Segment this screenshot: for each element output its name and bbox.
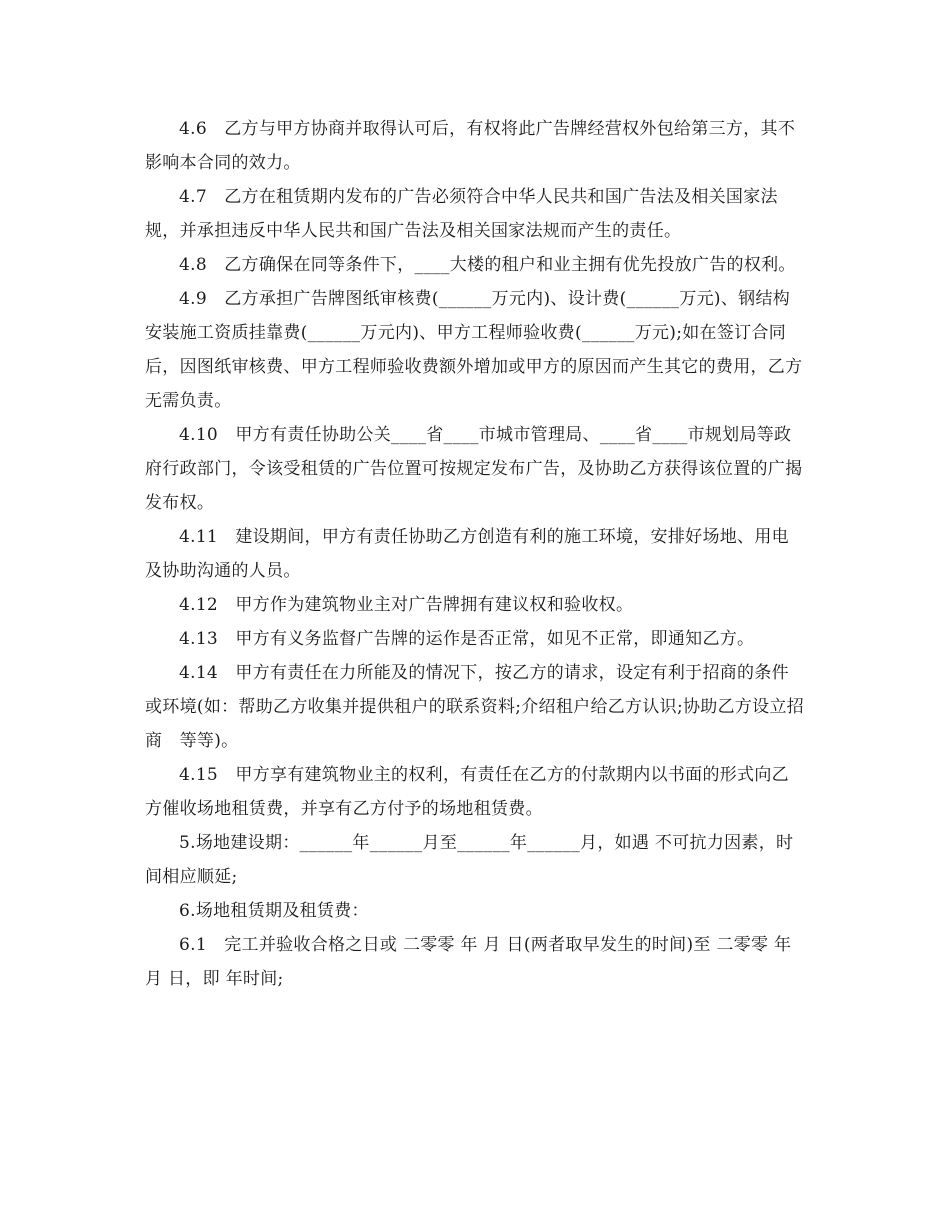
clause-4-12: 4.12 甲方作为建筑物业主对广告牌拥有建议权和验收权。 — [179, 595, 634, 615]
clause-4-8: 4.8 乙方确保在同等条件下，____大楼的租户和业主拥有优先投放广告的权利。 — [179, 255, 796, 275]
clause-4-9: 4.9 乙方承担广告牌图纸审核费(______万元内)、设计费(______万元)、钢结构安装施工资质挂靠费(______万元内)、甲方工程师验收费(______万元);如在签订合同后，因图纸审核费、甲方工程师验收费额外增加或甲方的原因而产生其它的费用，乙方无需负责。 — [145, 289, 803, 411]
clause-4-13: 4.13 甲方有义务监督广告牌的运作是否正常，如见不正常，即通知乙方。 — [179, 629, 755, 649]
clause-6-1: 6.1 完工并验收合格之日或 二零零 年 月 日(两者取早发生的时间)至 二零零 年 月 日，即 年时间; — [145, 935, 792, 989]
clause-6-heading: 6.场地租赁期及租赁费： — [179, 901, 369, 921]
clause-4-7: 4.7 乙方在租赁期内发布的广告必须符合中华人民共和国广告法及相关国家法规，并承担违反中华人民共和国广告法及相关国家法规而产生的责任。 — [145, 187, 778, 241]
clause-4-14: 4.14 甲方有责任在力所能及的情况下，按乙方的请求，设定有利于招商的条件或环境(如：帮助乙方收集并提供租户的联系资料;介绍租户给乙方认识;协助乙方设立招商 等等)。 — [145, 663, 805, 751]
clause-4-10: 4.10 甲方有责任协助公关____省____市城市管理局、____省____市规划局等政府行政部门，令该受租赁的广告位置可按规定发布广告，及协助乙方获得该位置的广揭发布权。 — [145, 425, 803, 513]
document-page — [145, 112, 805, 996]
clause-4-15: 4.15 甲方享有建筑物业主的权利，有责任在乙方的付款期内以书面的形式向乙方催收场地租赁费，并享有乙方付予的场地租赁费。 — [145, 765, 789, 819]
clause-5: 5.场地建设期：______年______月至______年______月，如遇 不可抗力因素，时间相应顺延; — [145, 833, 794, 887]
clause-4-6: 4.6 乙方与甲方协商并取得认可后，有权将此广告牌经营权外包给第三方，其不影响本合同的效力。 — [145, 119, 796, 173]
clause-4-11: 4.11 建设期间，甲方有责任协助乙方创造有利的施工环境，安排好场地、用电及协助沟通的人员。 — [145, 527, 789, 581]
